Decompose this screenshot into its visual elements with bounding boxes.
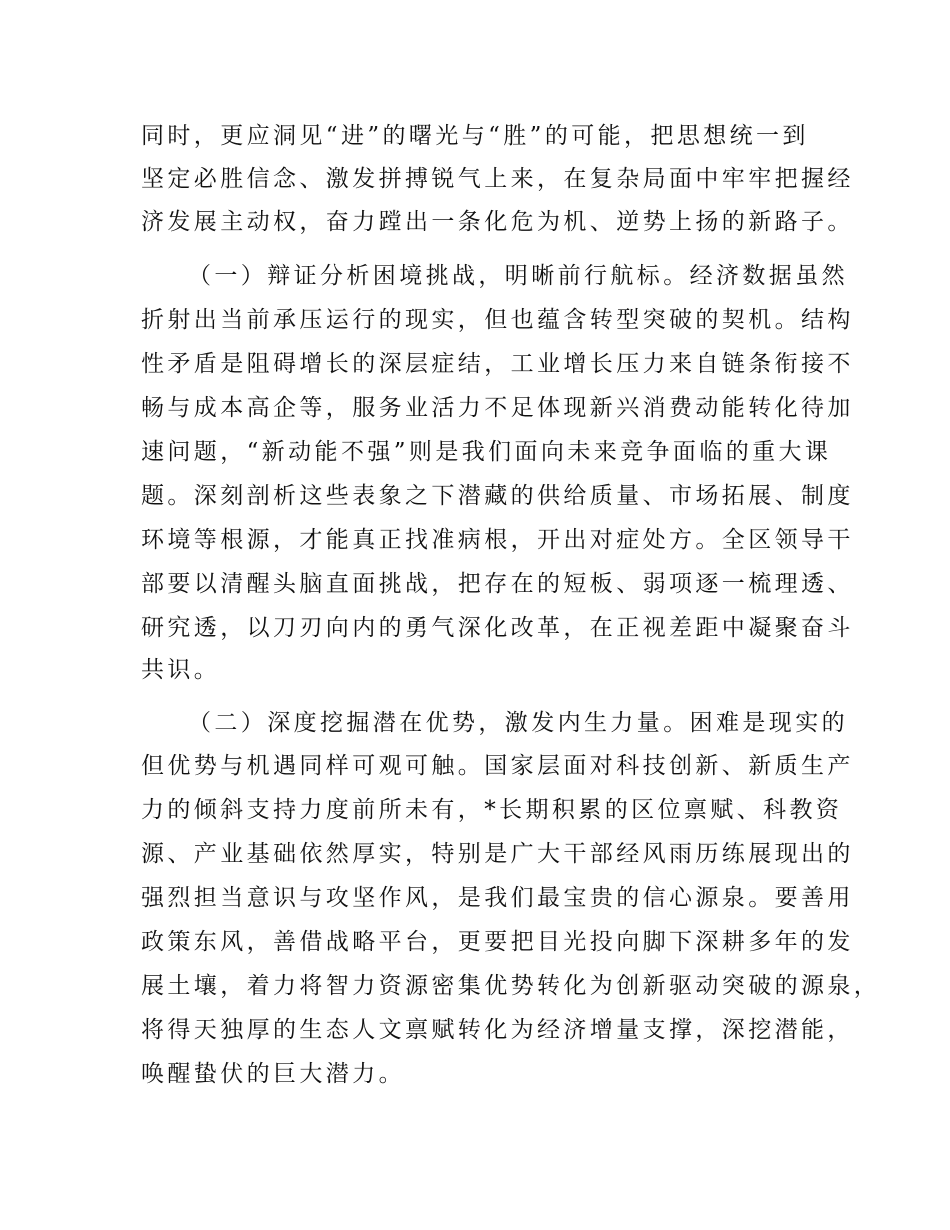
- section2-line-6: 政策东风，善借战略平台，更要把目光投向脚下深耕多年的发: [141, 929, 854, 955]
- section2-line-5: 强烈担当意识与攻坚作风，是我们最宝贵的信心源泉。要善用: [141, 885, 854, 911]
- section1-line-7: 环境等根源，才能真正找准病根，开出对症处方。全区领导干: [141, 527, 854, 553]
- section1-heading-line: （一）辩证分析困境挑战，明晰前行航标。经济数据虽然: [188, 263, 848, 289]
- section2-line-3: 力的倾斜支持力度前所未有，*长期积累的区位禀赋、科教资: [141, 797, 843, 823]
- section2-line-4: 源、产业基础依然厚实，特别是广大干部经风雨历练展现出的: [141, 841, 854, 867]
- intro-line-3: 济发展主动权，奋力蹚出一条化危为机、逆势上扬的新路子。: [141, 209, 854, 235]
- section1-line-6: 题。深刻剖析这些表象之下潜藏的供给质量、市场拓展、制度: [141, 483, 854, 509]
- section2-heading-line: （二）深度挖掘潜在优势，激发内生力量。困难是现实的: [188, 710, 848, 736]
- section2-line-2: 但优势与机遇同样可观可触。国家层面对科技创新、新质生产: [141, 753, 854, 779]
- section2-line-8: 将得天独厚的生态人文禀赋转化为经济增量支撑，深挖潜能，: [141, 1017, 854, 1043]
- section1-line-8: 部要以清醒头脑直面挑战，把存在的短板、弱项逐一梳理透、: [141, 571, 854, 597]
- section1-line-2: 折射出当前承压运行的现实，但也蕴含转型突破的契机。结构: [141, 307, 854, 333]
- section1-line-3: 性矛盾是阻碍增长的深层症结，工业增长压力来自链条衔接不: [141, 351, 854, 377]
- section1-line-9: 研究透，以刀刃向内的勇气深化改革，在正视差距中凝聚奋斗: [141, 615, 854, 641]
- section2-line-9: 唤醒蛰伏的巨大潜力。: [141, 1061, 405, 1087]
- section2-line-7: 展土壤，着力将智力资源密集优势转化为创新驱动突破的源泉，: [141, 973, 881, 999]
- section1-line-5: 速问题，“新动能不强”则是我们面向未来竞争面临的重大课: [141, 439, 832, 465]
- section1-line-10: 共识。: [141, 657, 221, 683]
- intro-line-2: 坚定必胜信念、激发拼搏锐气上来，在复杂局面中牢牢把握经: [141, 166, 854, 192]
- intro-line-1: 同时，更应洞见“进”的曙光与“胜”的可能，把思想统一到: [141, 123, 809, 149]
- section1-line-4: 畅与成本高企等，服务业活力不足体现新兴消费动能转化待加: [141, 395, 854, 421]
